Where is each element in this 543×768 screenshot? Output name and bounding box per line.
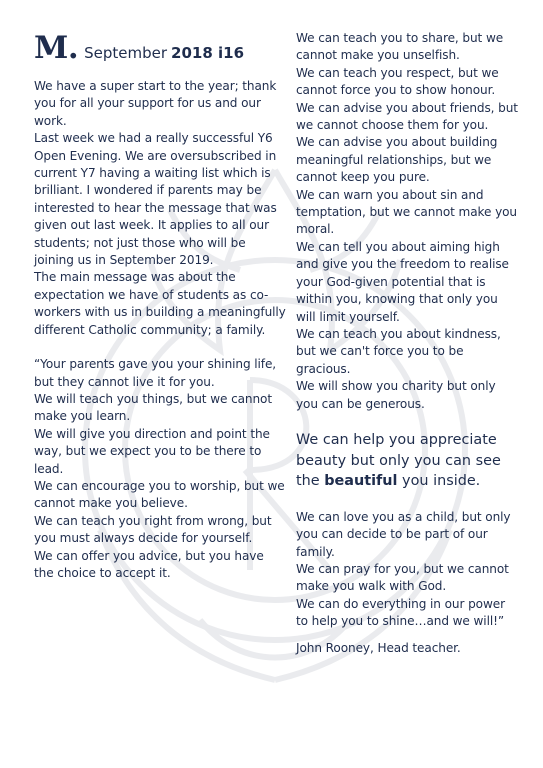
quote-line: We can advise you about friends, but we cannot choose them for you.	[296, 100, 518, 133]
highlight-quote-start: We can help you appreciate beauty but only you can see the	[296, 431, 501, 490]
masthead-mark: M.	[34, 30, 79, 66]
spacer	[34, 339, 286, 356]
quote-line: We can offer you advice, but you have the choice to accept it.	[34, 548, 264, 580]
main-message-paragraph: The main message was about the expectation we have of students as co-workers with us in building a meaningfully different Catholic community; a family.	[34, 270, 286, 337]
spacer	[296, 492, 518, 509]
highlight-quote-end: you inside.	[397, 473, 481, 490]
quote-line: We can teach you respect, but we cannot force you to show honour.	[296, 65, 499, 98]
spacer	[296, 413, 518, 430]
open-evening-paragraph: Last week we had a really successful Y6 Open Evening. We are oversubscribed in current Y7 having a waiting list which is brilliant. I wondered if parents may be interested to hear the message that was given out last week. It applies to all our students; not just those who will be joining us in September 2019.	[34, 131, 277, 268]
quote-line: We can warn you about sin and temptation, but we cannot make you moral.	[296, 187, 517, 237]
intro-paragraph: We have a super start to the year; thank you for all your support for us and our work.	[34, 79, 277, 128]
quote-line: “Your parents gave you your shining life, but they cannot live it for you.	[34, 357, 277, 389]
right-column	[296, 30, 518, 657]
newsletter-header	[34, 30, 286, 78]
quote-line: We can advise you about building meaningful relationships, but we cannot keep you pure.	[296, 135, 498, 185]
highlight-quote	[296, 430, 518, 492]
issue-year: 2018 i16	[171, 44, 245, 62]
quote-line: We can encourage you to worship, but we cannot make you believe.	[34, 478, 285, 511]
left-column	[34, 30, 286, 582]
closing-line: We can pray for you, but we cannot make you walk with God.	[296, 561, 509, 594]
quote-line: We will give you direction and point the way, but we expect you to be there to lead.	[34, 426, 270, 476]
closing-line: We can love you as a child, but only you can decide to be part of our family.	[296, 509, 511, 559]
quote-line: We can teach you right from wrong, but you must always decide for yourself.	[34, 513, 272, 546]
closing-line: We can do everything in our power to help you to shine…and we will!”	[296, 596, 505, 629]
signature: John Rooney, Head teacher.	[296, 640, 461, 655]
quote-line: We can teach you about kindness, but we can't force you to be gracious.	[296, 326, 501, 376]
quote-line: We can tell you about aiming high and give you the freedom to realise your God-given potential that is within you, knowing that only you will limit yourself.	[296, 239, 509, 324]
quote-line: We will teach you things, but we cannot make you learn.	[34, 391, 272, 424]
highlight-quote-bold: beautiful	[324, 473, 398, 490]
quote-line: We can teach you to share, but we cannot make you unselfish.	[296, 31, 504, 63]
quote-line: We will show you charity but only you can be generous.	[296, 379, 496, 411]
issue-month: September	[84, 44, 168, 62]
